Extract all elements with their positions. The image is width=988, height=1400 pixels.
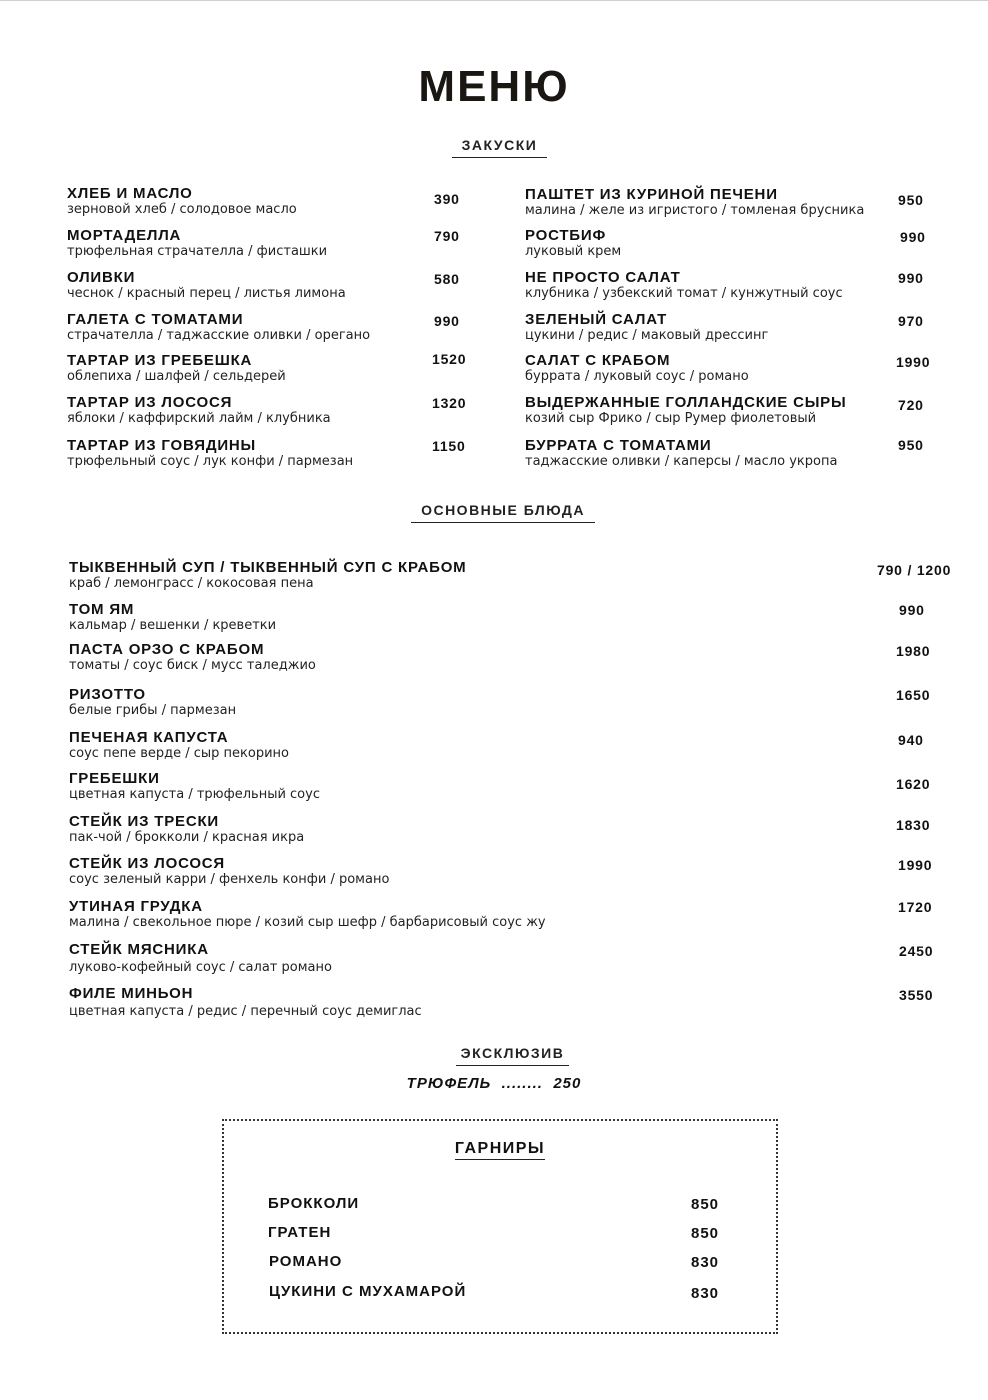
item-price: 720 <box>898 397 924 413</box>
item-name: СТЕЙК ИЗ ЛОСОСЯ <box>69 855 226 872</box>
side-item-name: ГРАТЕН <box>268 1224 332 1241</box>
menu-item <box>69 771 320 803</box>
item-description: цукини / редис / маковый дрессинг <box>525 328 769 343</box>
item-description: томаты / соус биск / мусс таледжио <box>69 658 316 673</box>
item-price: 3550 <box>899 987 934 1003</box>
side-item-name: ЦУКИНИ С МУХАМАРОЙ <box>269 1283 467 1300</box>
item-price: 1520 <box>432 351 467 367</box>
item-name: ТОМ ЯМ <box>69 601 135 618</box>
item-price: 1150 <box>432 438 466 454</box>
menu-item <box>69 560 466 592</box>
item-price: 940 <box>898 732 924 748</box>
item-price: 580 <box>434 271 460 287</box>
menu-item <box>67 395 331 427</box>
item-name: ТАРТАР ИЗ ГРЕБЕШКА <box>67 352 253 369</box>
item-description: луковый крем <box>525 244 622 259</box>
item-description: трюфельная страчателла / фисташки <box>67 244 328 259</box>
item-name: ТАРТАР ИЗ ГОВЯДИНЫ <box>67 437 257 454</box>
item-name: ТЫКВЕННЫЙ СУП / ТЫКВЕННЫЙ СУП С КРАБОМ <box>69 559 467 576</box>
menu-item <box>69 942 332 976</box>
item-price: 990 <box>434 313 460 329</box>
item-name: ХЛЕБ И МАСЛО <box>67 185 193 202</box>
top-border-line <box>0 0 988 1</box>
item-description: соус пепе верде / сыр пекорино <box>69 746 289 761</box>
item-description: буррата / луковый соус / романо <box>525 369 749 384</box>
item-price: 790 <box>434 228 460 244</box>
item-price: 1980 <box>896 643 931 659</box>
exclusive-item <box>0 1075 988 1092</box>
side-item-price: 830 <box>691 1254 720 1271</box>
item-name: ПЕЧЕНАЯ КАПУСТА <box>69 729 229 746</box>
item-name: БУРРАТА С ТОМАТАМИ <box>525 437 712 454</box>
section-title-mains: ОСНОВНЫЕ БЛЮДА <box>411 502 595 523</box>
item-description: пак-чой / брокколи / красная икра <box>69 830 305 845</box>
side-item-price: 830 <box>691 1285 720 1302</box>
item-name: РОСТБИФ <box>525 227 607 244</box>
item-name: ЗЕЛЕНЫЙ САЛАТ <box>525 311 668 328</box>
sides-title-text: ГАРНИРЫ <box>455 1140 545 1160</box>
side-item-price: 850 <box>691 1225 720 1242</box>
item-name: ТАРТАР ИЗ ЛОСОСЯ <box>67 394 233 411</box>
section-title-exclusive: ЭКСКЛЮЗИВ <box>456 1045 569 1066</box>
item-description: соус зеленый карри / фенхель конфи / романо <box>69 872 390 887</box>
menu-item <box>67 228 327 260</box>
menu-item <box>525 353 749 385</box>
menu-item <box>525 438 837 470</box>
menu-item <box>69 899 546 931</box>
item-name: САЛАТ С КРАБОМ <box>525 352 671 369</box>
item-name: ОЛИВКИ <box>67 269 136 286</box>
item-description: яблоки / каффирский лайм / клубника <box>67 411 331 426</box>
exclusive-item-dots: ........ <box>501 1075 543 1092</box>
item-description: клубника / узбекский томат / кунжутный соус <box>525 286 843 301</box>
item-description: козий сыр Фрико / сыр Румер фиолетовый <box>525 411 817 426</box>
item-description: облепиха / шалфей / сельдерей <box>67 369 286 384</box>
item-name: УТИНАЯ ГРУДКА <box>69 898 203 915</box>
menu-item <box>69 642 316 674</box>
item-price: 1620 <box>896 776 931 792</box>
item-price: 1990 <box>896 354 931 370</box>
menu-item <box>67 312 370 344</box>
menu-item <box>525 395 846 427</box>
item-name: ПАСТА ОРЗО С КРАБОМ <box>69 641 265 658</box>
menu-item <box>525 270 843 302</box>
section-title-starters: ЗАКУСКИ <box>452 137 547 158</box>
item-description: луково-кофейный соус / салат романо <box>69 960 332 975</box>
menu-item <box>525 187 864 219</box>
item-price: 1720 <box>898 899 933 915</box>
menu-item <box>67 353 286 385</box>
item-price: 1650 <box>896 687 931 703</box>
menu-item <box>67 186 297 218</box>
menu-title: МЕНЮ <box>418 62 570 111</box>
menu-item <box>69 602 276 634</box>
item-description: кальмар / вешенки / креветки <box>69 618 277 633</box>
side-item-price: 850 <box>691 1196 720 1213</box>
item-price: 2450 <box>899 943 934 959</box>
item-price: 990 <box>899 602 925 618</box>
item-description: малина / свекольное пюре / козий сыр шефр / барбарисовый соус жу <box>69 915 546 930</box>
item-price: 950 <box>898 192 924 208</box>
item-price: 790 / 1200 <box>877 562 952 578</box>
item-name: СТЕЙК МЯСНИКА <box>69 941 209 958</box>
menu-item <box>67 270 346 302</box>
item-description: зерновой хлеб / солодовое масло <box>67 202 297 217</box>
side-item-name: БРОККОЛИ <box>268 1195 360 1212</box>
item-price: 970 <box>898 313 924 329</box>
item-description: малина / желе из игристого / томленая брусника <box>525 203 865 218</box>
menu-item <box>69 814 304 846</box>
item-description: цветная капуста / редис / перечный соус демиглас <box>69 1004 422 1019</box>
menu-item <box>525 312 768 344</box>
item-description: трюфельный соус / лук конфи / пармезан <box>67 454 354 469</box>
menu-item <box>67 438 353 470</box>
menu-item <box>525 228 621 260</box>
item-price: 1990 <box>898 857 933 873</box>
item-price: 990 <box>900 229 926 245</box>
item-price: 390 <box>434 191 460 207</box>
item-name: ПАШТЕТ ИЗ КУРИНОЙ ПЕЧЕНИ <box>525 186 778 203</box>
item-name: НЕ ПРОСТО САЛАТ <box>525 269 681 286</box>
item-price: 950 <box>898 437 924 453</box>
exclusive-item-price: 250 <box>553 1075 582 1092</box>
item-name: МОРТАДЕЛЛА <box>67 227 182 244</box>
item-description: чеснок / красный перец / листья лимона <box>67 286 346 301</box>
item-description: страчателла / таджасские оливки / орегано <box>67 328 371 343</box>
item-price: 1830 <box>896 817 931 833</box>
item-name: ГРЕБЕШКИ <box>69 770 160 787</box>
item-description: цветная капуста / трюфельный соус <box>69 787 320 802</box>
menu-item <box>69 986 422 1020</box>
item-name: ВЫДЕРЖАННЫЕ ГОЛЛАНДСКИЕ СЫРЫ <box>525 394 847 411</box>
item-name: РИЗОТТО <box>69 686 146 703</box>
item-name: ФИЛЕ МИНЬОН <box>69 985 194 1002</box>
menu-item <box>69 730 289 762</box>
exclusive-item-name: ТРЮФЕЛЬ <box>406 1075 492 1092</box>
menu-item <box>69 856 389 888</box>
item-description: краб / лемонграсс / кокосовая пена <box>69 576 314 591</box>
item-price: 1320 <box>432 395 467 411</box>
item-name: СТЕЙК ИЗ ТРЕСКИ <box>69 813 220 830</box>
section-title-sides <box>222 1140 778 1158</box>
item-description: таджасские оливки / каперсы / масло укропа <box>525 454 838 469</box>
side-item-name: РОМАНО <box>269 1253 343 1270</box>
item-name: ГАЛЕТА С ТОМАТАМИ <box>67 311 244 328</box>
menu-item <box>69 687 236 719</box>
item-description: белые грибы / пармезан <box>69 703 237 718</box>
item-price: 990 <box>898 270 924 286</box>
